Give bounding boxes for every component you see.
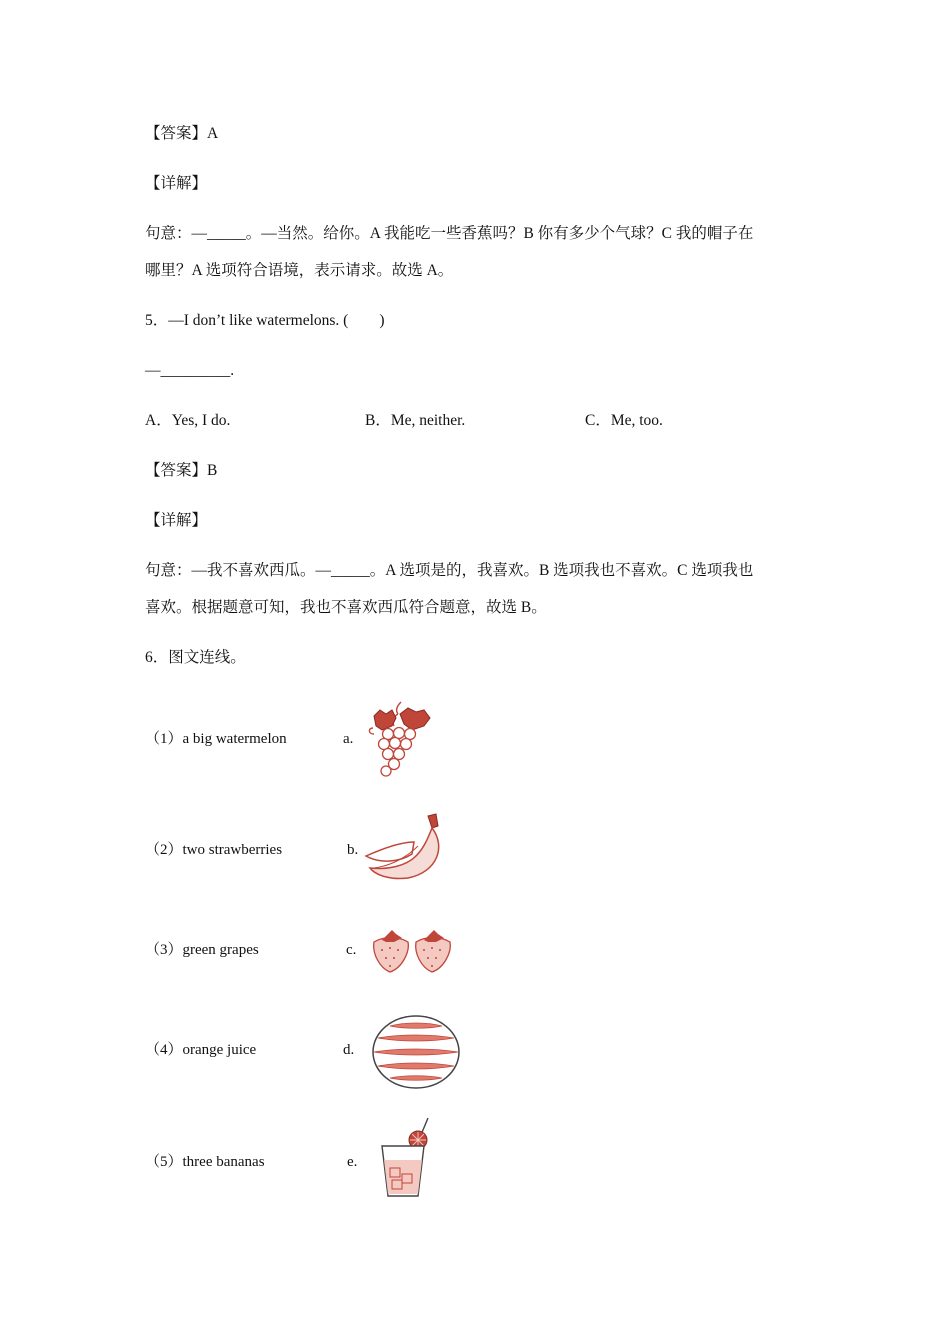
grapes-picture bbox=[364, 700, 436, 780]
q4-answer: 【答案】A bbox=[145, 125, 219, 142]
q4-explanation-line2: 哪里？A 选项符合语境，表示请求。故选 A。 bbox=[145, 262, 454, 279]
match-item-4-letter: d. bbox=[343, 1042, 355, 1058]
q5-option-b: B．Me, neither. bbox=[365, 412, 466, 429]
q4-explanation-line1: 句意：—_____。—当然。给你。A 我能吃一些香蕉吗？B 你有多少个气球？C 我的帽子在 bbox=[145, 225, 754, 242]
q5-answer: 【答案】B bbox=[145, 462, 218, 479]
strawberries-picture bbox=[368, 928, 460, 974]
q4-detail-label: 【详解】 bbox=[145, 175, 208, 192]
match-item-5-letter: e. bbox=[347, 1154, 358, 1170]
bananas-picture bbox=[362, 812, 446, 882]
q5-explanation-line2: 喜欢。根据题意可知，我也不喜欢西瓜符合题意，故选 B。 bbox=[145, 599, 547, 616]
match-item-4-label: （4）orange juice bbox=[145, 1042, 257, 1058]
match-item-2-label: （2）two strawberries bbox=[145, 842, 283, 858]
match-item-3-label: （3）green grapes bbox=[145, 942, 259, 958]
match-item-3-letter: c. bbox=[346, 942, 357, 958]
q6-question: 6．图文连线。 bbox=[145, 649, 246, 666]
match-item-5-label: （5）three bananas bbox=[145, 1154, 265, 1170]
match-item-1-letter: a. bbox=[343, 731, 354, 747]
q5-detail-label: 【详解】 bbox=[145, 512, 208, 529]
q5-option-a: A．Yes, I do. bbox=[145, 412, 231, 429]
match-item-2-letter: b. bbox=[347, 842, 359, 858]
match-item-1-label: （1）a big watermelon bbox=[145, 731, 287, 747]
q5-explanation-line1: 句意：—我不喜欢西瓜。—_____。A 选项是的，我喜欢。B 选项我也不喜欢。C 选项我也 bbox=[145, 562, 754, 579]
watermelon-picture bbox=[370, 1014, 462, 1090]
q5-response-blank: —_________. bbox=[145, 362, 235, 379]
q5-option-c: C．Me, too. bbox=[585, 412, 663, 429]
q5-question: 5．—I don’t like watermelons. ( ) bbox=[145, 312, 385, 329]
juice-picture bbox=[378, 1116, 438, 1200]
